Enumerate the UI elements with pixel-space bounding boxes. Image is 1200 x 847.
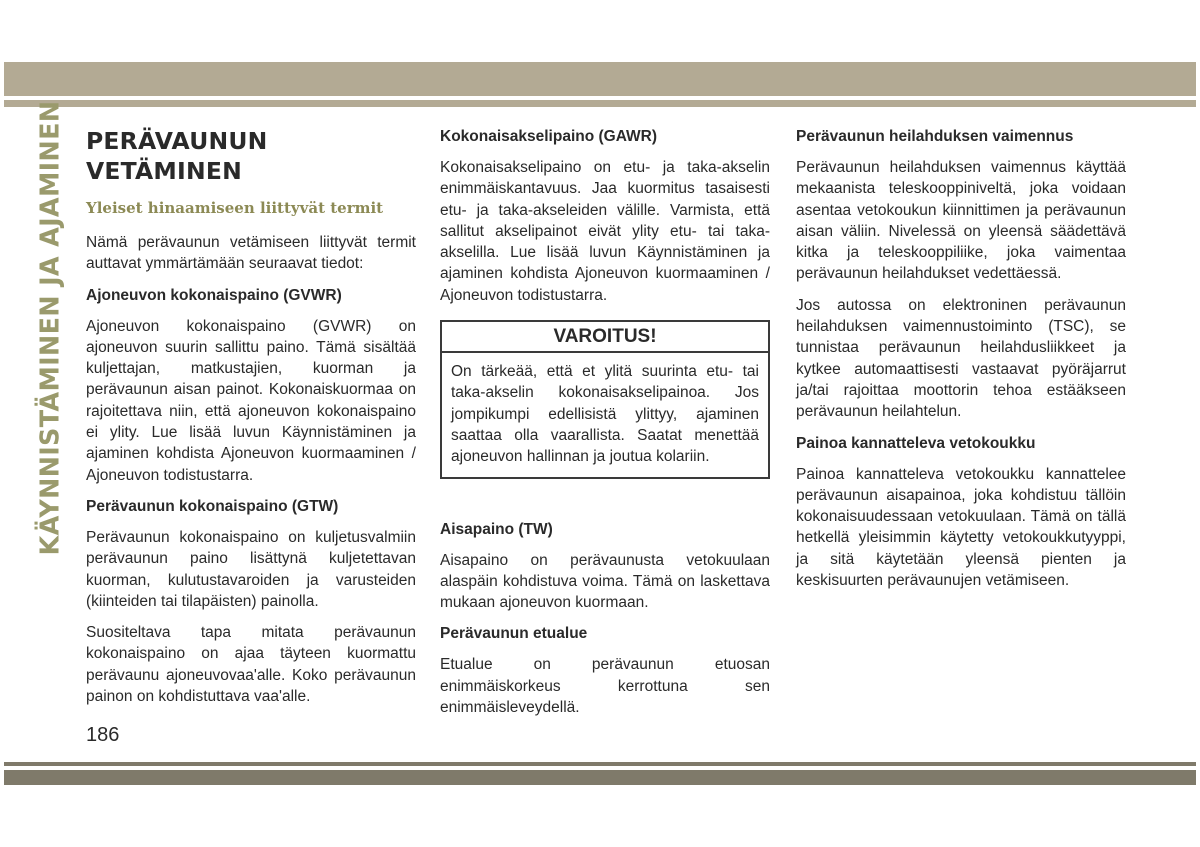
side-section-label-text: KÄYNNISTÄMINEN JA AJAMINEN xyxy=(35,100,65,556)
sway-heading: Perävaunun heilahduksen vaimennus xyxy=(796,128,1074,145)
gvwr-heading: Ajoneuvon kokonaispaino (GVWR) xyxy=(86,286,342,304)
warning-body xyxy=(442,353,768,476)
page-number: 186 xyxy=(86,724,120,746)
gvwr-paragraph: Ajoneuvon kokonaispaino (GVWR) on ajoneuvon suurin sallittu paino. Tämä sisältää kuljettajan, matkustajien, kuorman ja perävaunun aisan painot. Kokonaiskuormaa on rajoitettava niin, että ajoneuvon kokonaispaino ei ylity. Lue lisää luvun Käynnistäminen ja ajaminen kohdista Ajoneuvon kuormaaminen / Ajoneuvon todistustarra. xyxy=(86,317,416,484)
page-title: PERÄVAUNUN VETÄMINEN xyxy=(86,127,268,185)
side-section-label xyxy=(30,100,70,556)
footer-band xyxy=(4,770,1196,785)
column-3 xyxy=(796,126,1126,601)
gtw-paragraph-2: Suositeltava tapa mitata perävaunun kokonaispaino on ajaa täyteen kuormattu perävaunu ajoneuvovaa'alle. Koko perävaunun painon on kohdistuttava vaa'alle. xyxy=(86,624,416,706)
section-subtitle: Yleiset hinaamiseen liittyvät termit xyxy=(86,199,384,217)
warning-title: VAROITUS! xyxy=(442,322,768,353)
footer-rule xyxy=(4,762,1196,766)
warning-box xyxy=(440,320,770,478)
hitch-paragraph: Painoa kannatteleva vetokoukku kannattelee perävaunun aisapainoa, joka kohdistuu tällöin kokonaisuudessaan vetokuulaan. Tämä on tällä hetkellä yleisimmin käytetty vetokoukkutyyppi, ja sitä käytetään yleensä pienten ja keskisuurten perävaunujen vetämiseen. xyxy=(796,465,1126,590)
hitch-heading: Painoa kannatteleva vetokoukku xyxy=(796,434,1036,452)
header-rule xyxy=(4,100,1196,107)
tsc-paragraph: Jos autossa on elektroninen perävaunun heilahduksen vaimennustoiminto (TSC), se tunnistaa perävaunun heilahdusliikkeet ja kytkee automaattisesti vastaavat pyöräjarrut ja/tai rajoittaa moottorin tehoa estääkseen perävaunun heilahtelun. xyxy=(796,296,1126,421)
warning-text: On tärkeää, että et ylitä suurinta etu- tai taka-akselin kokonaisakselipainoa. Jos jompikumpi edellisistä ylittyy, ajaminen saattaa olla vaarallista. Saatat menettää ajoneuvon hallinnan ja joutua kolariin. xyxy=(451,363,759,466)
sway-paragraph: Perävaunun heilahduksen vaimennus käyttää mekaanista teleskooppiniveltä, joka voidaan asentaa vetokoukun kiinnittimen ja perävaunun aisan väliin. Nivelessä on yleensä säädettävä kitka ja teleskooppiliike, joka vaimentaa perävaunun heilahdukset vedettäessä. xyxy=(796,159,1126,283)
column-1 xyxy=(86,126,416,717)
tw-paragraph: Aisapaino on perävaunusta vetokuulaan alaspäin kohdistuva voima. Tämä on laskettava mukaan ajoneuvon kuormaan. xyxy=(440,551,770,612)
gtw-paragraph: Perävaunun kokonaispaino on kuljetusvalmiin perävaunun paino lisättynä kuljetettavan kuorman, kulutustavaroiden ja varusteiden (kiinteiden tai tilapäisten) painolla. xyxy=(86,528,416,610)
tw-heading: Aisapaino (TW) xyxy=(440,520,553,538)
gawr-paragraph: Kokonaisakselipaino on etu- ja taka-akselin enimmäiskantavuus. Jaa kuormitus tasaisesti etu- ja taka-akseleiden välille. Varmista, että sallitut akselipainot eivät ylity etu- tai taka-akselilla. Lue lisää luvun Käynnistäminen ja ajaminen kohdista Ajoneuvon kuormaaminen / Ajoneuvon todistustarra. xyxy=(440,159,770,304)
gawr-heading: Kokonaisakselipaino (GAWR) xyxy=(440,128,658,145)
front-area-paragraph: Etualue on perävaunun etuosan enimmäiskorkeus kerrottuna sen enimmäisleveydellä. xyxy=(440,656,770,717)
header-band xyxy=(4,62,1196,96)
intro-paragraph: Nämä perävaunun vetämiseen liittyvät termit auttavat ymmärtämään seuraavat tiedot: xyxy=(86,234,416,273)
gtw-heading: Perävaunun kokonaispaino (GTW) xyxy=(86,497,339,515)
column-2 xyxy=(440,126,770,728)
front-area-heading: Perävaunun etualue xyxy=(440,625,588,643)
